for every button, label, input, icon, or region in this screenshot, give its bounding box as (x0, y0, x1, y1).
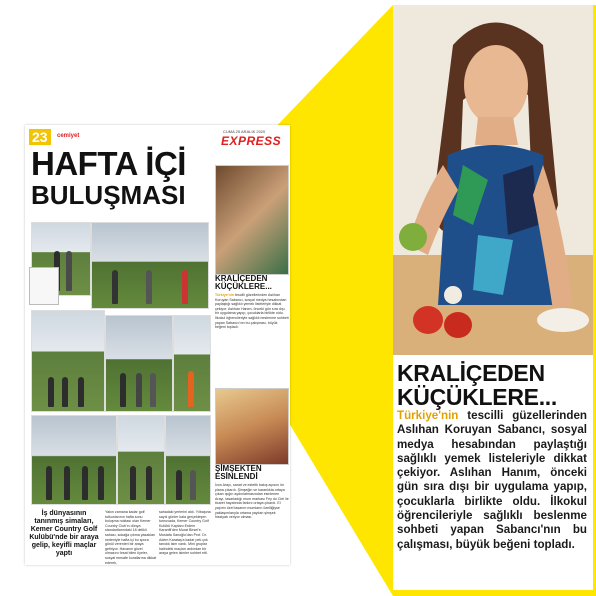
body-col-1-text: Yakın zamana kadar golf tutkunlarının hafta sonu buluşma noktası olan Kemer Country Club'ın dünya standartlarındaki 18 delikli sahası, sokağa çıkma yasakları nedeniyle hafta içi bu spora gönül verenleri bir araya getiriyor. Havanın güzel olmasını fırsat bilen üyeler, sosyal mesafe kurallarına dikkat ederek, (105, 510, 157, 565)
newspaper-page (25, 125, 290, 565)
sidebar-text-2: İvon Arayı, sanat ve estetik bakış açısını ön plana çıkardı. Şimşeğin ve karanlıkta ortaya çıkan ışığın aydınlatmasından esinlenen Arayı, tasarladığı mum markası Fey du Ciel ile ticaret hayatında farkını ortaya çıkardı. El yapımı özel tasarım mumların özelliğiyse yaklaşımlarıyla ortama yayılan şimşek hissiyatı veriyor olması. (215, 483, 289, 520)
golf-photo-4 (105, 315, 173, 412)
body-col-2-text: sahadaki yerlerini aldı. Yılbaşına sayılı günler kala gerçekleşen turnuvada, Kemer Country Golf Kulübü Kaptanı Erdem Karanfil'den Murat Birsel'e, Mustafa Sanoğlu'dan Prof. Dr. Adem Karataş'a kadar pek çok tanıdık isim vardı. Mini gruplar halindeki maçları ardından bir araya gelen isimler sohbet etti. (159, 510, 211, 556)
sidebar-headline-2: ŞİMŞEKTEN ESİNLENDİ (215, 464, 262, 481)
sidebar-candle-photo (215, 388, 289, 465)
newspaper-logo (221, 134, 281, 148)
golf-photo-2 (91, 222, 209, 309)
portrait-inset (29, 267, 59, 305)
article-body-col-2 (159, 510, 211, 556)
headline-line-1: HAFTA İÇİ (31, 145, 186, 182)
photo-caption: İş dünyasının tanınmış simaları, Kemer Country Golf Kulübü'nde bir araya gelip, keyifli maçlar yaptı (29, 510, 99, 557)
article-body-col-1 (105, 510, 157, 565)
zoom-panel (393, 5, 593, 590)
zoomed-portrait-photo (393, 5, 593, 355)
sidebar-portrait-photo (215, 165, 289, 275)
zoom-lead-highlight: Türkiye'nin (397, 409, 459, 422)
zoom-article-text (397, 409, 587, 552)
zoom-headline: KRALİÇEDEN KÜÇÜKLERE... (397, 360, 557, 410)
golf-photo-7 (117, 415, 165, 505)
portrait-illustration (393, 5, 593, 355)
sidebar-body-1: tescilli güzellerinden Aslıhan Koruyan Sabancı, sosyal medya hesabından paylaştığı sağlıklı yemek listeleriyle dikkat çekiyor. Aslıhan Hanım, önceki gün sıra dışı bir uygulama yapıp, çocuklarla birlikte oldu. İlkokul öğrencileriyle sağlıklı beslenme sohbeti yapan Sabancı'nın bu çalışması, büyük beğeni topladı. (215, 293, 289, 330)
headline-line-2: BULUŞMASI (31, 180, 186, 210)
brand-wordmark: EXPRESS (221, 134, 282, 148)
golf-photo-5 (173, 315, 211, 412)
sidebar-text-1 (215, 293, 289, 330)
sidebar-lead: Türkiye'nin (215, 293, 235, 297)
zoom-body: tescilli güzellerinden Aslıhan Koruyan Sabancı, sosyal medya hesabından paylaştığı sağlıklı yemek listeleriyle dikkat çekiyor. Aslıhan Hanım, önceki gün sıra dışı bir uygulama yapıp, çocuklarla birlikte oldu. İlkokul öğrencileriyle sağlıklı beslenme sohbeti yapan Sabancı'nın bu çalışması, büyük beğeni topladı. (397, 409, 587, 551)
issue-date: CUMA 25 ARALIK 2020 (223, 129, 266, 134)
golf-photo-8 (165, 415, 211, 505)
golf-photo-6 (31, 415, 117, 505)
golf-photo-3 (31, 310, 105, 412)
sidebar-headline-1: KRALİÇEDEN KÜÇÜKLERE... (215, 274, 272, 291)
section-label: cemiyet (57, 133, 80, 139)
page-number: 23 (29, 129, 51, 145)
